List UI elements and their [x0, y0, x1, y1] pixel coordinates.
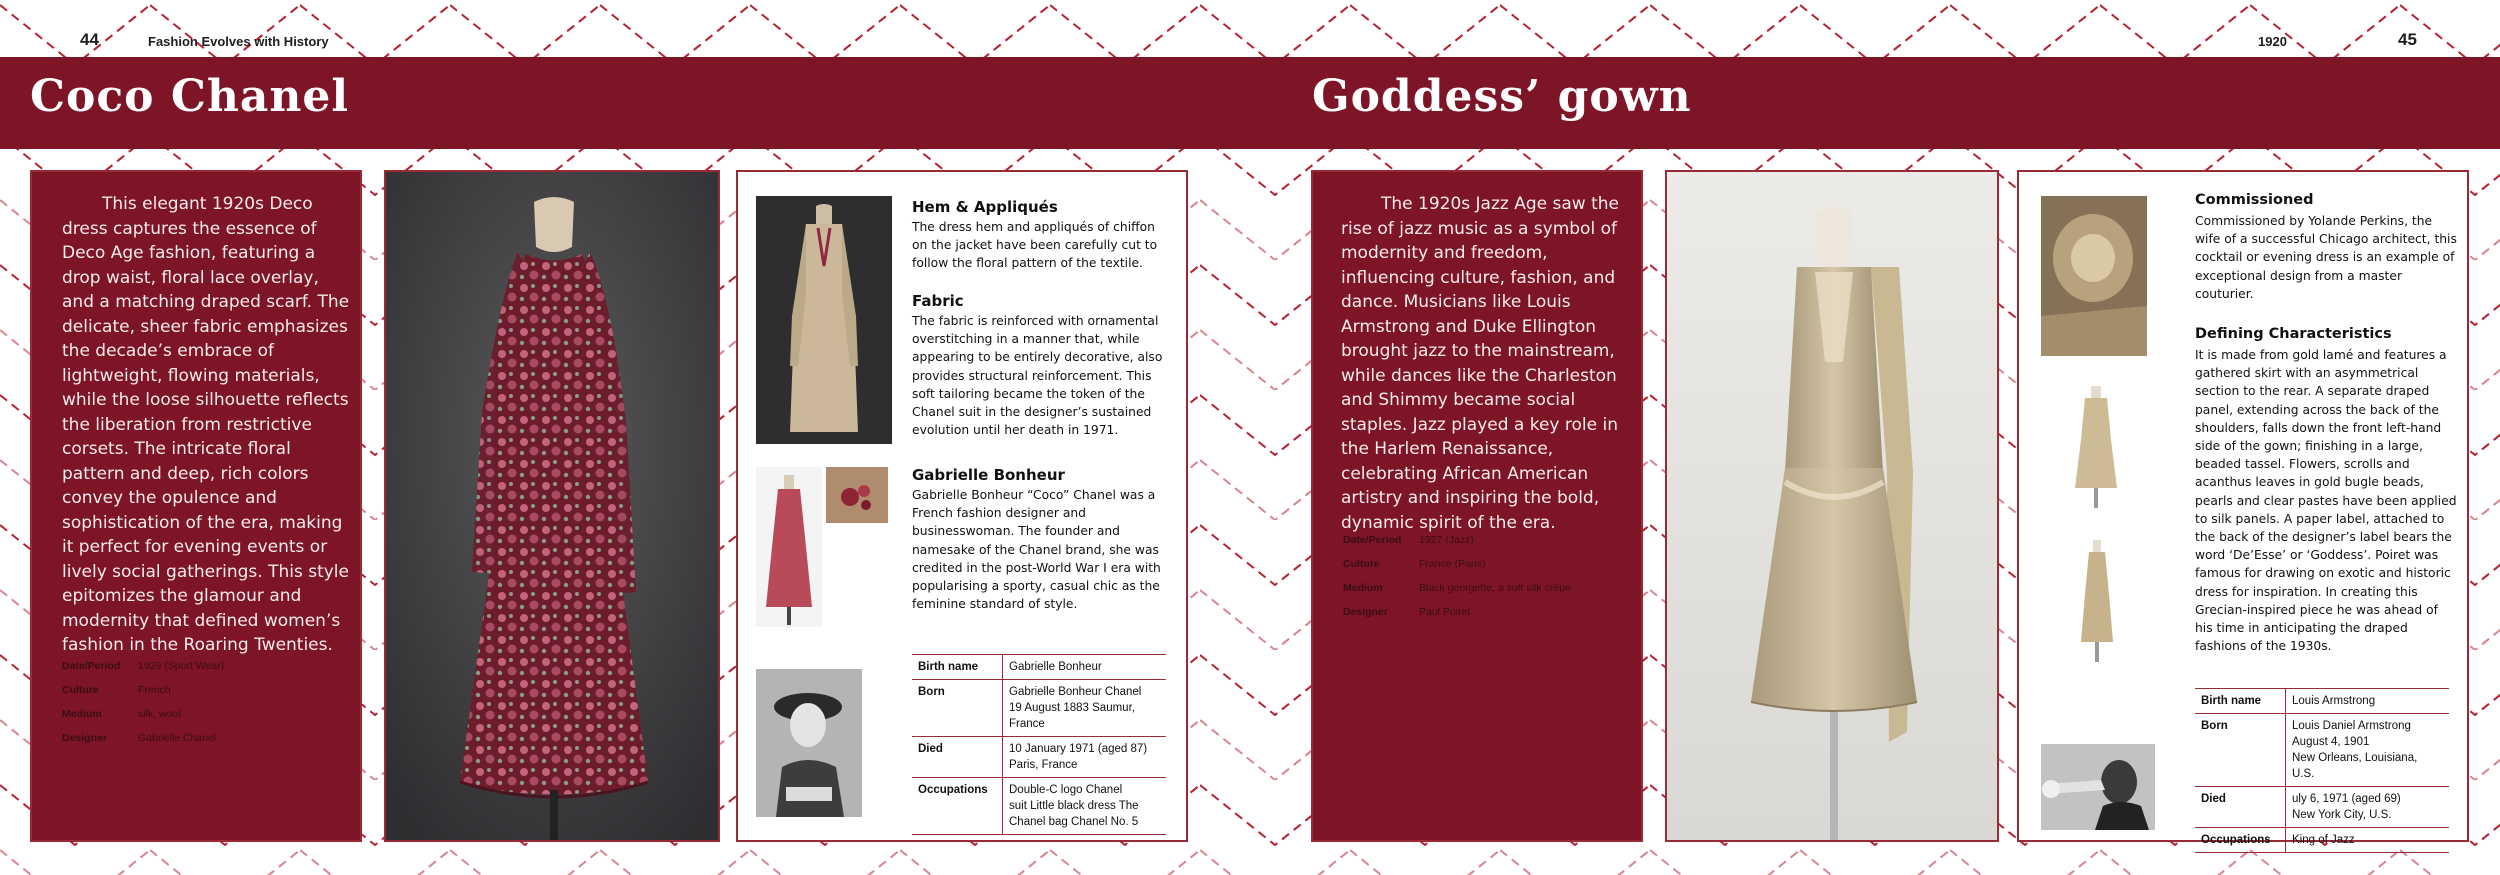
infobox-label: Occupations: [912, 778, 1003, 835]
running-head-left: Fashion Evolves with History: [148, 34, 329, 49]
metadata-value: 1929 (Sport Wear): [138, 660, 225, 672]
metadata-label: Medium: [62, 708, 102, 720]
infobox-row: [2195, 689, 2449, 714]
title-banner: [0, 57, 2500, 149]
infobox-line: France: [1009, 718, 1045, 730]
red-dress-thumbnail: [756, 467, 822, 627]
right-details-card: [2017, 170, 2469, 846]
page-number-right: 45: [2398, 30, 2417, 49]
infobox-value: [1003, 737, 1167, 778]
section-heading: Hem & Appliqués: [912, 198, 1058, 216]
infobox-label: Born: [912, 680, 1003, 737]
page-number-left: 44: [80, 30, 99, 49]
infobox-line: August 4, 1901: [2292, 736, 2370, 748]
infobox-value: [2286, 828, 2450, 853]
infobox-line: New York City, U.S.: [2292, 809, 2392, 821]
metadata-label: Culture: [1343, 558, 1380, 570]
infobox-row: [912, 737, 1166, 778]
infobox-value: [1003, 680, 1167, 737]
infobox-line: Gabrielle Bonheur: [1009, 661, 1102, 673]
infobox-row: [2195, 787, 2449, 828]
goddess-gown-photo: [1665, 170, 1999, 842]
section-body: It is made from gold lamé and features a gathered skirt with an asymmetrical section to the rear. A separate draped panel, extending across the back of the shoulders, falls down the front left-hand side of the gown; finishing in a large, beaded tassel. Flowers, scrolls and acanthus leaves in gold bugle beads, pearls and clear pastes have been applied to silk panels. A paper label, attached to the back of the designer’s label bears the word ‘De’Esse’ or ‘Goddess’. Poiret was famous for drawing on exotic and historic dress for inspiration. In creating this Grecian-inspired piece he was ahead of his time in anticipating the draped fashions of the 1930s.: [2195, 348, 2457, 654]
chanel-infobox-table: [912, 654, 1166, 835]
infobox-row: [2195, 828, 2449, 853]
section-heading: Defining Characteristics: [2195, 326, 2392, 342]
infobox-label: Occupations: [2195, 828, 2286, 853]
running-head-right: 1920: [2258, 34, 2287, 49]
infobox-value: [2286, 689, 2450, 714]
infobox-row: [2195, 714, 2449, 787]
infobox-label: Died: [912, 737, 1003, 778]
beige-coat-thumbnail: [756, 196, 892, 444]
section-heading: Commissioned: [2195, 192, 2314, 208]
metadata-row: [62, 708, 352, 732]
section-body: The dress hem and appliqués of chiffon on the jacket have been carefully cut to follow the floral pattern of the textile.: [912, 220, 1158, 271]
right-intro-text: The 1920s Jazz Age saw the rise of jazz music as a symbol of modernity and freedom, influencing culture, fashion, and dance. Musicians like Louis Armstrong and Duke Ellington brought jazz to the mainstream, while dances like the Charleston and Shimmy became social staples. Jazz played a key role in the Harlem Renaissance, celebrating African American artistry and inspiring the bold, dynamic spirit of the era.: [1341, 194, 1619, 533]
right-metadata-list: [1343, 534, 1633, 630]
metadata-value: French: [138, 684, 171, 696]
right-page-title: Goddess’ gown: [1312, 71, 1692, 122]
louis-armstrong-photo: [2041, 744, 2155, 830]
metadata-label: Date/Period: [62, 660, 121, 672]
metadata-value: Gabrielle Chanel: [138, 732, 217, 744]
infobox-line: uly 6, 1971 (aged 69): [2292, 793, 2401, 805]
beadwork-detail-thumbnail: [2041, 196, 2147, 356]
left-intro-text: This elegant 1920s Deco dress captures the essence of Deco Age fashion, featuring a drop waist, floral lace overlay, and a matching draped scarf. The delicate, sheer fabric emphasizes the decade’s embrace of lightweight, flowing materials, while the loose silhouette reflects the liberation from restrictive corsets. The intricate floral pattern and deep, rich colors convey the opulence and sophistication of the era, making it perfect for evening events or lively social gatherings. This style epitomizes the glamour and modernity that defined women’s fashion in the Roaring Twenties.: [62, 194, 350, 655]
infobox-line: 19 August 1883 Saumur,: [1009, 702, 1135, 714]
metadata-value: Black georgette, a soft silk crêpe: [1419, 582, 1571, 594]
fabric-detail-thumbnail: [826, 467, 888, 523]
chanel-portrait-photo: [756, 669, 862, 817]
metadata-label: Date/Period: [1343, 534, 1402, 546]
infobox-line: New Orleans, Louisiana,: [2292, 752, 2418, 764]
gown-side-thumbnail: [2065, 534, 2127, 664]
infobox-row: [912, 655, 1166, 680]
infobox-row: [912, 778, 1166, 835]
metadata-label: Designer: [1343, 606, 1388, 618]
metadata-row: [1343, 558, 1633, 582]
armstrong-infobox-table: [2195, 688, 2449, 853]
metadata-row: [62, 732, 352, 756]
infobox-line: U.S.: [2292, 768, 2315, 780]
infobox-line: suit Little black dress The: [1009, 800, 1139, 812]
infobox-row: [912, 680, 1166, 737]
metadata-row: [62, 684, 352, 708]
left-page-title: Coco Chanel: [30, 71, 350, 122]
right-intro-panel: [1311, 170, 1643, 842]
metadata-row: [1343, 534, 1633, 558]
infobox-line: Gabrielle Bonheur Chanel: [1009, 686, 1142, 698]
infobox-value: [1003, 655, 1167, 680]
section-body: The fabric is reinforced with ornamental overstitching in a manner that, while appearing to be entirely decorative, also provides structural reinforcement. This soft tailoring became the token of the Chanel suit in the designer’s sustained evolution until her death in 1971.: [912, 314, 1163, 438]
section-heading: Fabric: [912, 292, 964, 310]
section-heading: Gabrielle Bonheur: [912, 466, 1065, 484]
infobox-value: [1003, 778, 1167, 835]
infobox-line: Louis Armstrong: [2292, 695, 2376, 707]
infobox-line: Double-C logo Chanel: [1009, 784, 1123, 796]
left-metadata-list: [62, 660, 352, 756]
metadata-label: Culture: [62, 684, 99, 696]
metadata-value: France (Paris): [1419, 558, 1486, 570]
metadata-value: 1927 (Jazz): [1419, 534, 1474, 546]
infobox-label: Birth name: [912, 655, 1003, 680]
section-body: Gabrielle Bonheur “Coco” Chanel was a French fashion designer and businesswoman. The founder and namesake of the Chanel brand, she was credited in the post-World War I era with popularising a sporty, casual chic as the feminine standard of style.: [912, 488, 1161, 612]
metadata-row: [1343, 582, 1633, 606]
left-intro-panel: [30, 170, 362, 842]
infobox-line: King of Jazz: [2292, 834, 2355, 846]
infobox-line: Louis Daniel Armstrong: [2292, 720, 2411, 732]
infobox-label: Born: [2195, 714, 2286, 787]
metadata-label: Designer: [62, 732, 107, 744]
metadata-row: [1343, 606, 1633, 630]
metadata-value: silk, wool: [138, 708, 181, 720]
infobox-value: [2286, 714, 2450, 787]
infobox-label: Birth name: [2195, 689, 2286, 714]
infobox-line: Chanel bag Chanel No. 5: [1009, 816, 1139, 828]
section-body: Commissioned by Yolande Perkins, the wife of a successful Chicago architect, this cocktail or evening dress is an example of exceptional design from a master couturier.: [2195, 214, 2457, 301]
infobox-line: Paris, France: [1009, 759, 1078, 771]
infobox-value: [2286, 787, 2450, 828]
gown-front-thumbnail: [2065, 380, 2127, 510]
metadata-value: Paul Poiret: [1419, 606, 1471, 618]
infobox-label: Died: [2195, 787, 2286, 828]
left-details-card: [736, 170, 1188, 842]
infobox-line: 10 January 1971 (aged 87): [1009, 743, 1148, 755]
metadata-row: [62, 660, 352, 684]
metadata-label: Medium: [1343, 582, 1383, 594]
chanel-dress-photo: [384, 170, 720, 842]
